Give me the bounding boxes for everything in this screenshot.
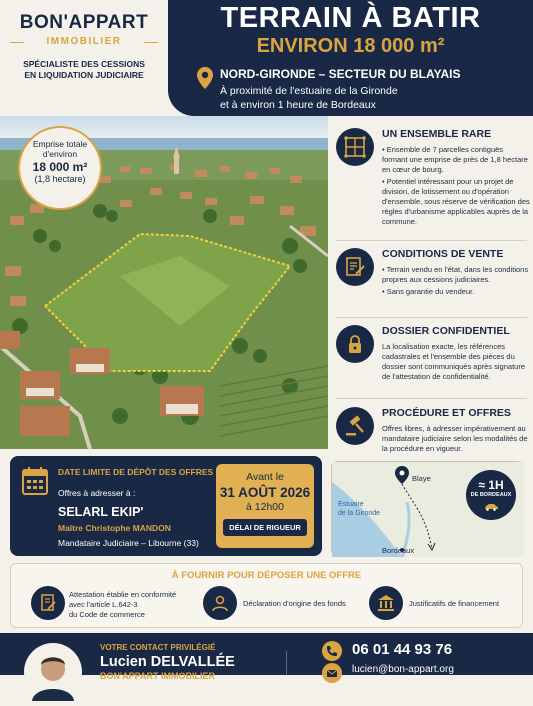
gavel-icon	[336, 407, 374, 445]
logo	[0, 0, 168, 116]
location-line-2: et à environ 1 heure de Bordeaux	[220, 99, 376, 111]
contract-icon	[336, 248, 374, 286]
header	[0, 0, 533, 116]
area-badge-line-1: Emprise totale	[32, 139, 88, 149]
divider	[336, 398, 527, 399]
distance-text: DE BORDEAUX	[470, 492, 512, 498]
section-title: PROCÉDURE ET OFFRES	[382, 407, 511, 419]
section-text: La localisation exacte, les références cadastrales et l'ensemble des pièces du dossier sont communiqués après signature de l'attestation de confidentialité.	[382, 342, 525, 381]
mail-icon	[322, 663, 342, 683]
area-badge	[18, 126, 102, 210]
section-bullet: • Potentiel intéressant pour un projet de division, de lotissement ou d'opération d'ensemble, sous réserve de vérification des règles d'urbanisme applicables auprès de la commune.	[382, 177, 530, 227]
avatar	[24, 643, 82, 701]
area-badge-value: 18 000 m²	[32, 160, 88, 174]
section-text	[382, 145, 530, 229]
brand-name: BON'APPART	[19, 12, 149, 33]
contact-phone[interactable]: 06 01 44 93 76	[352, 641, 453, 658]
deadline-time: à 12h00	[246, 501, 284, 513]
section-title: UN ENSEMBLE RARE	[382, 128, 492, 140]
location-title: NORD-GIRONDE – SECTEUR DU BLAYAIS	[220, 67, 461, 81]
page-title: TERRAIN À BATIR	[220, 2, 481, 34]
provide-item-2: Déclaration d'origine des fonds	[243, 599, 346, 608]
map-estuary-line-2: de la Gironde	[338, 510, 381, 517]
bank-icon	[369, 586, 403, 620]
date-box	[216, 464, 314, 548]
contact-company: BON'APPART IMMOBILIER	[100, 671, 215, 681]
section-bullet: • Ensemble de 7 parcelles contiguës formant une emprise de près de 1,8 hectare en cœur de bourg.	[382, 145, 530, 175]
contact-label: VOTRE CONTACT PRIVILÉGIÉ	[100, 643, 216, 652]
lock-icon	[336, 325, 374, 363]
deadline-person: Maître Christophe MANDON	[58, 523, 171, 533]
deadline-company: SELARL EKIP'	[58, 505, 144, 519]
brand-tagline-2: EN LIQUIDATION JUDICIAIRE	[24, 70, 144, 80]
page-subtitle: ENVIRON 18 000 m²	[256, 35, 445, 57]
area-badge-line-2: d'environ	[42, 149, 78, 159]
aerial-photo	[0, 116, 328, 449]
phone-icon	[322, 641, 342, 661]
map-city-blaye: Blaye	[412, 474, 431, 483]
contact-email[interactable]: lucien@bon-appart.org	[352, 664, 454, 675]
deadline-label: DATE LIMITE DE DÉPÔT DES OFFRES	[58, 467, 214, 477]
parcel-grid-icon	[336, 128, 374, 166]
rigueur-badge: DÉLAI DE RIGUEUR	[223, 519, 307, 536]
person-icon	[203, 586, 237, 620]
map-estuary-label	[338, 500, 380, 518]
deadline-date: 31 AOÛT 2026	[219, 485, 311, 500]
location-line-1: À proximité de l'estuaire de la Gironde	[220, 85, 398, 97]
divider	[336, 240, 527, 241]
calendar-icon	[22, 466, 48, 496]
car-icon	[483, 503, 499, 511]
section-text	[382, 265, 530, 299]
divider	[286, 651, 287, 675]
distance-value: ≈ 1H	[478, 478, 504, 492]
provide-item-1-line-3: du Code de commerce	[69, 610, 145, 619]
section-bullet: • Terrain vendu en l'état, dans les conditions propres aux cessions judiciaires.	[382, 265, 530, 285]
certificate-icon	[31, 586, 65, 620]
location-map	[331, 461, 523, 556]
provide-item-1-line-2: avec l'article L.642-3	[69, 600, 138, 609]
info-column	[328, 116, 533, 453]
brand-tagline-1: SPÉCIALISTE DES CESSIONS	[23, 59, 145, 69]
deadline-role: Mandataire Judiciaire – Libourne (33)	[58, 538, 199, 548]
distance-badge	[466, 470, 516, 520]
divider	[336, 317, 527, 318]
title-block	[168, 0, 533, 116]
deadline-address-to: Offres à adresser à :	[58, 488, 136, 498]
brand-sub: IMMOBILIER	[28, 36, 140, 47]
section-title: CONDITIONS DE VENTE	[382, 248, 504, 260]
date-prefix: Avant le	[246, 471, 284, 483]
provide-item-1	[69, 590, 176, 620]
deadline-panel	[10, 456, 322, 556]
area-badge-hectare: (1,8 hectare)	[34, 174, 86, 184]
footer-contact	[0, 633, 533, 681]
documents-to-provide	[10, 563, 523, 628]
section-bullet: • Sans garantie du vendeur.	[382, 287, 530, 297]
provide-item-3: Justificatifs de financement	[409, 599, 500, 608]
map-estuary-line-1: Estuaire	[338, 501, 364, 508]
map-city-bordeaux: Bordeaux	[382, 546, 415, 555]
section-title: DOSSIER CONFIDENTIEL	[382, 325, 510, 337]
contact-name: Lucien DELVALLÉE	[100, 654, 235, 670]
map-pin-icon	[195, 66, 215, 90]
section-text: Offres libres, à adresser impérativement au mandataire judiciaire selon les modalités de la procédure en vigueur.	[382, 424, 528, 453]
provide-title: À FOURNIR POUR DÉPOSER UNE OFFRE	[171, 570, 362, 581]
provide-item-1-line-1: Attestation établie en conformité	[69, 590, 177, 599]
